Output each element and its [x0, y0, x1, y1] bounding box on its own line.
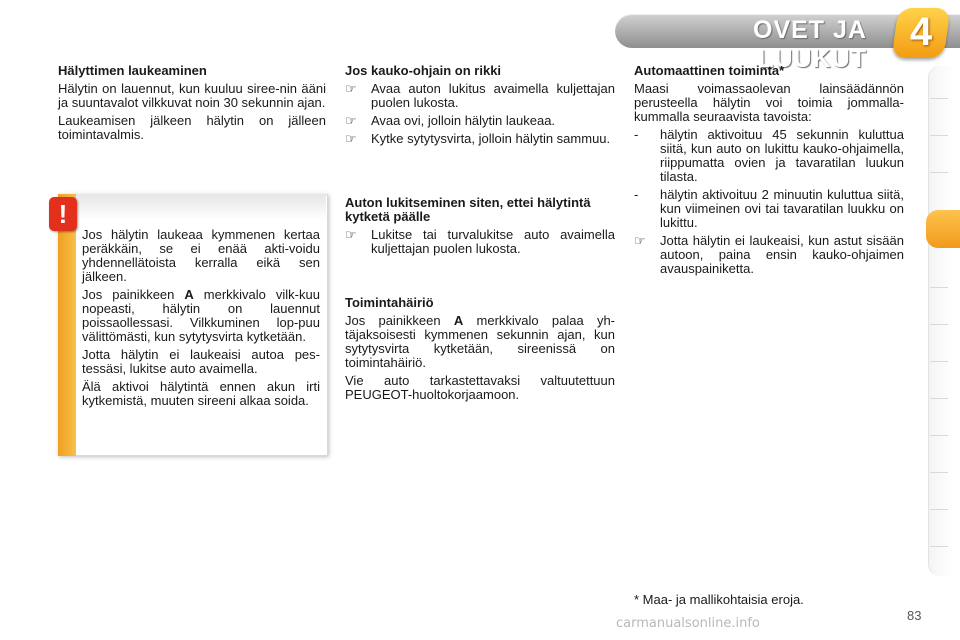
text-span: Jos painikkeen — [345, 313, 441, 328]
tab-divider — [930, 98, 948, 99]
chapter-tab-active[interactable] — [926, 210, 960, 248]
paragraph: Maasi voimassaolevan lainsäädännön perusteella hälytin voi toimia jommalla-kummalla seuraavista tavoista: — [634, 81, 904, 124]
column-middle-3 — [345, 296, 615, 406]
list-item-text: Avaa ovi, jolloin hälytin laukeaa. — [371, 113, 556, 128]
column-middle-1 — [345, 64, 615, 150]
tab-divider — [930, 324, 948, 325]
list-item — [634, 188, 904, 230]
column-right — [634, 64, 904, 280]
pointing-hand-icon: ☞ — [345, 81, 357, 96]
paragraph: Laukeamisen jälkeen hälytin on jälleen toimintavalmis. — [58, 113, 326, 142]
pointing-hand-icon: ☞ — [345, 131, 357, 146]
chapter-tab-rail — [928, 66, 953, 576]
list-item-text: hälytin aktivoituu 2 minuutin kuluttua siitä, kun viimeinen ovi tai tavaratilan luukku on lukittu. — [660, 187, 904, 230]
list-item-text: Kytke sytytysvirta, jolloin hälytin sammuu. — [371, 131, 611, 146]
list-item-text: hälytin aktivoituu 45 sekunnin kuluttua siitä, kun auto on lukittu kauko-ohjaimella, riippumatta ovien ja tavaratilan luukun tilasta. — [660, 127, 904, 184]
footnote: * Maa- ja mallikohtaisia eroja. — [634, 592, 804, 607]
list-item — [634, 234, 904, 276]
warning-header-shade — [76, 194, 326, 220]
column-middle-2 — [345, 196, 615, 260]
tab-divider — [930, 398, 948, 399]
list-item — [634, 128, 904, 184]
warning-paragraph: Jotta hälytin ei laukeaisi autoa pes-tessäsi, lukitse auto avaimella. — [82, 347, 320, 376]
list-item — [345, 82, 615, 110]
tab-divider — [930, 509, 948, 510]
list-item — [345, 114, 615, 128]
tab-divider — [930, 435, 948, 436]
pointing-hand-icon: ☞ — [345, 113, 357, 128]
tab-divider — [930, 287, 948, 288]
tab-divider — [930, 546, 948, 547]
paragraph: Vie auto tarkastettavaksi valtuutettuun PEUGEOT-huoltokorjaamoon. — [345, 373, 615, 402]
page-number: 83 — [907, 608, 922, 623]
list-item — [345, 228, 615, 256]
list-item-text: Avaa auton lukitus avaimella kuljettajan puolen lukosta. — [371, 81, 615, 110]
warning-text — [82, 228, 320, 412]
tab-divider — [930, 135, 948, 136]
paragraph — [345, 314, 615, 370]
dash-marker: - — [634, 187, 639, 202]
section-heading-lock-without-alarm: Auton lukitseminen siten, ettei hälytintä kytketä päälle — [345, 195, 591, 224]
pointing-hand-icon: ☞ — [634, 233, 646, 248]
button-key-label: A — [184, 287, 194, 302]
list-item-text: Lukitse tai turvalukitse auto avaimella kuljettajan puolen lukosta. — [371, 227, 615, 256]
text-span: Jos painikkeen — [82, 287, 175, 302]
warning-paragraph: Älä aktivoi hälytintä ennen akun irti kytkemistä, muuten sireeni alkaa soida. — [82, 379, 320, 408]
dash-marker: - — [634, 127, 639, 142]
paragraph: Hälytin on lauennut, kun kuuluu siree-nin ääni ja suuntavalot vilkkuvat noin 30 sekunnin ajan. — [58, 81, 326, 110]
warning-paragraph: Jos hälytin laukeaa kymmenen kertaa peräkkäin, se ei enää akti-voidu yhdennellätoista kerralla eikä sen jälkeen. — [82, 227, 320, 284]
section-heading-alarm-triggered: Hälyttimen laukeaminen — [58, 63, 207, 78]
tab-divider — [930, 361, 948, 362]
list-item — [345, 132, 615, 146]
text-span: merkkivalo vilk-kuu nopeasti, hälytin on lauennut poissaollessasi. Vilkkuminen lop-puu välittömästi, kun sytytysvirta kytketään. — [82, 287, 320, 344]
pointing-hand-icon: ☞ — [345, 227, 357, 242]
section-heading-automatic: Automaattinen toiminta* — [634, 63, 785, 78]
section-heading-remote-broken: Jos kauko-ohjain on rikki — [345, 63, 502, 78]
list-item-text: Jotta hälytin ei laukeaisi, kun astut sisään autoon, paina ensin kauko-ohjaimen avauspainiketta. — [660, 233, 904, 276]
tab-divider — [930, 172, 948, 173]
warning-strip — [58, 194, 76, 456]
chapter-number: 4 — [909, 10, 933, 54]
chapter-title: OVET JA LUUKUT — [753, 16, 867, 73]
section-heading-malfunction: Toimintahäiriö — [345, 295, 434, 310]
warning-paragraph — [82, 288, 320, 344]
tab-divider — [930, 472, 948, 473]
column-left — [58, 64, 326, 146]
text-span: merkkivalo palaa yh-täjaksoisesti kymmenen sekunnin ajan, kun sytytysvirta kytketään, sireenissä on toimintahäiriö. — [345, 313, 616, 370]
warning-icon: ! — [49, 197, 77, 231]
button-key-label: A — [453, 313, 464, 328]
watermark: carmanualsonline.info — [616, 616, 760, 631]
